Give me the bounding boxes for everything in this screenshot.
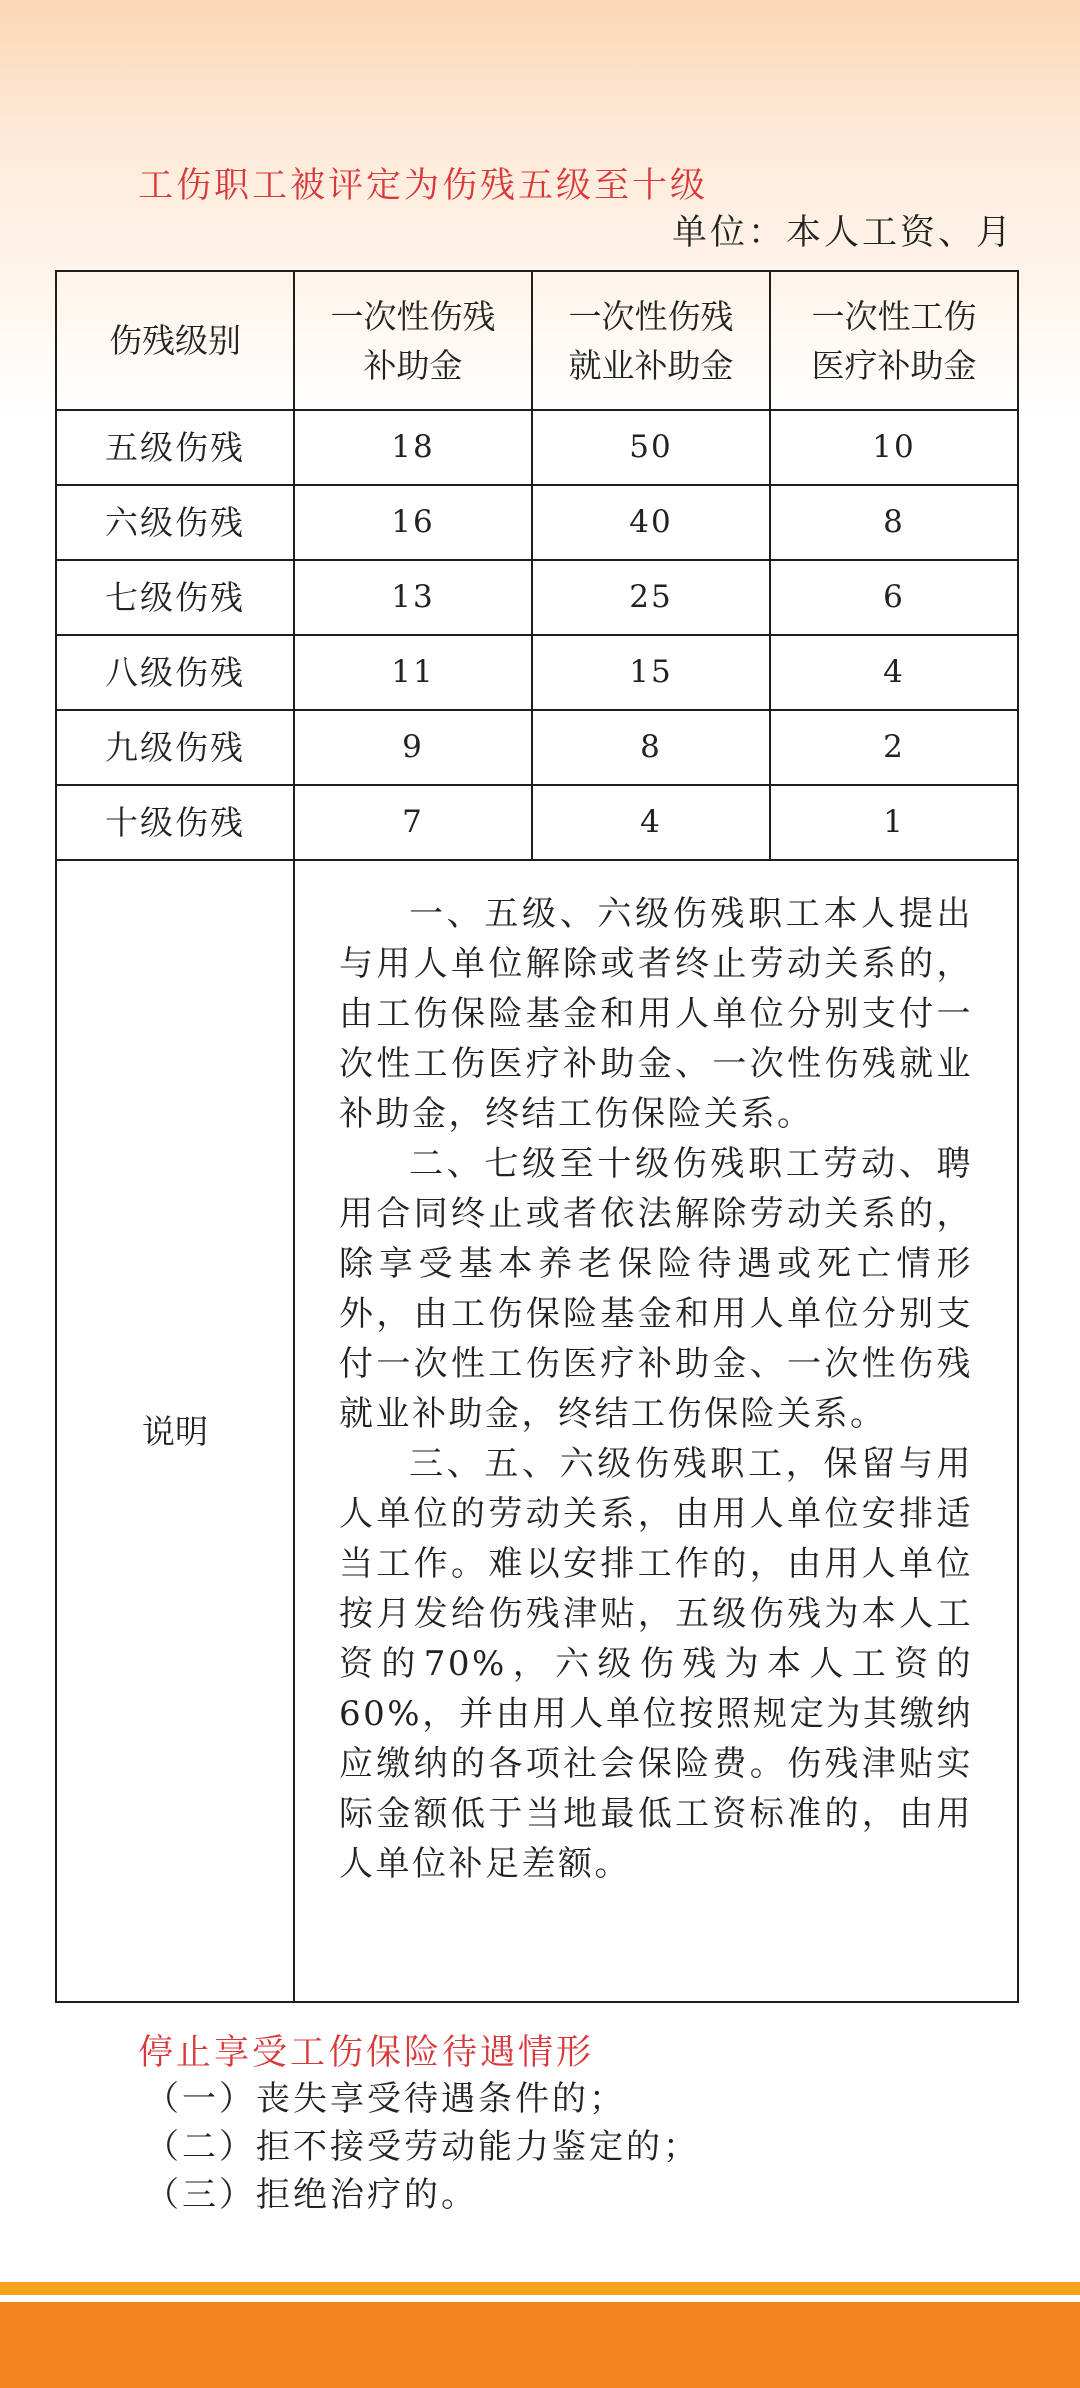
medical-cell: 8 — [770, 485, 1018, 560]
employment-cell: 15 — [532, 635, 770, 710]
grade-cell: 八级伤残 — [56, 635, 294, 710]
table-row — [56, 410, 1018, 485]
employment-cell: 50 — [532, 410, 770, 485]
note-paragraph-1: 一、五级、六级伤残职工本人提出与用人单位解除或者终止劳动关系的，由工伤保险基金和用人单位分别支付一次性工伤医疗补助金、一次性伤残就业补助金，终结工伤保险关系。 — [339, 894, 973, 1134]
table-row — [56, 785, 1018, 860]
header-grade: 伤残级别 — [56, 271, 294, 410]
stop-section-title: 停止享受工伤保险待遇情形 — [138, 2033, 595, 2073]
employment-cell: 25 — [532, 560, 770, 635]
table-row — [56, 560, 1018, 635]
employment-cell: 4 — [532, 785, 770, 860]
stop-item: （二）拒不接受劳动能力鉴定的； — [145, 2127, 700, 2167]
disability-cell: 7 — [294, 785, 532, 860]
footer-band-light — [0, 2282, 1080, 2295]
grade-cell: 五级伤残 — [56, 410, 294, 485]
grade-cell: 六级伤残 — [56, 485, 294, 560]
employment-cell: 40 — [532, 485, 770, 560]
table-row — [56, 710, 1018, 785]
medical-cell: 6 — [770, 560, 1018, 635]
header-employment-subsidy: 一次性伤残 就业补助金 — [532, 271, 770, 410]
note-body — [294, 860, 1018, 2002]
grade-cell: 九级伤残 — [56, 710, 294, 785]
footer-band-dark — [0, 2302, 1080, 2388]
medical-cell: 10 — [770, 410, 1018, 485]
employment-cell: 8 — [532, 710, 770, 785]
disability-cell: 16 — [294, 485, 532, 560]
compensation-table — [55, 270, 1019, 2003]
stop-item: （一）丧失享受待遇条件的； — [145, 2079, 626, 2119]
disability-cell: 13 — [294, 560, 532, 635]
unit-label: 单位：本人工资、月 — [671, 213, 1014, 253]
page-title: 工伤职工被评定为伤残五级至十级 — [138, 166, 709, 206]
disability-cell: 11 — [294, 635, 532, 710]
note-paragraph-3: 三、五、六级伤残职工，保留与用人单位的劳动关系，由用人单位安排适当工作。难以安排工作的，由用人单位按月发给伤残津贴，五级伤残为本人工资的70%，六级伤残为本人工资的60%，并由用人单位按照规定为其缴纳应缴纳的各项社会保险费。伤残津贴实际金额低于当地最低工资标准的，由用人单位补足差额。 — [339, 1444, 973, 1884]
table-header-row — [56, 271, 1018, 410]
note-label: 说明 — [56, 860, 294, 2002]
disability-cell: 18 — [294, 410, 532, 485]
grade-cell: 七级伤残 — [56, 560, 294, 635]
stop-item: （三）拒绝治疗的。 — [145, 2175, 478, 2215]
medical-cell: 2 — [770, 710, 1018, 785]
disability-cell: 9 — [294, 710, 532, 785]
grade-cell: 十级伤残 — [56, 785, 294, 860]
stop-list — [145, 2075, 700, 2219]
medical-cell: 4 — [770, 635, 1018, 710]
note-paragraph-2: 二、七级至十级伤残职工劳动、聘用合同终止或者依法解除劳动关系的，除享受基本养老保险待遇或死亡情形外，由工伤保险基金和用人单位分别支付一次性工伤医疗补助金、一次性伤残就业补助金，终结工伤保险关系。 — [339, 1144, 973, 1434]
note-row — [56, 860, 1018, 2002]
table-row — [56, 485, 1018, 560]
footer-band-gap — [0, 2295, 1080, 2302]
table-row — [56, 635, 1018, 710]
header-disability-subsidy: 一次性伤残 补助金 — [294, 271, 532, 410]
header-medical-subsidy: 一次性工伤 医疗补助金 — [770, 271, 1018, 410]
medical-cell: 1 — [770, 785, 1018, 860]
